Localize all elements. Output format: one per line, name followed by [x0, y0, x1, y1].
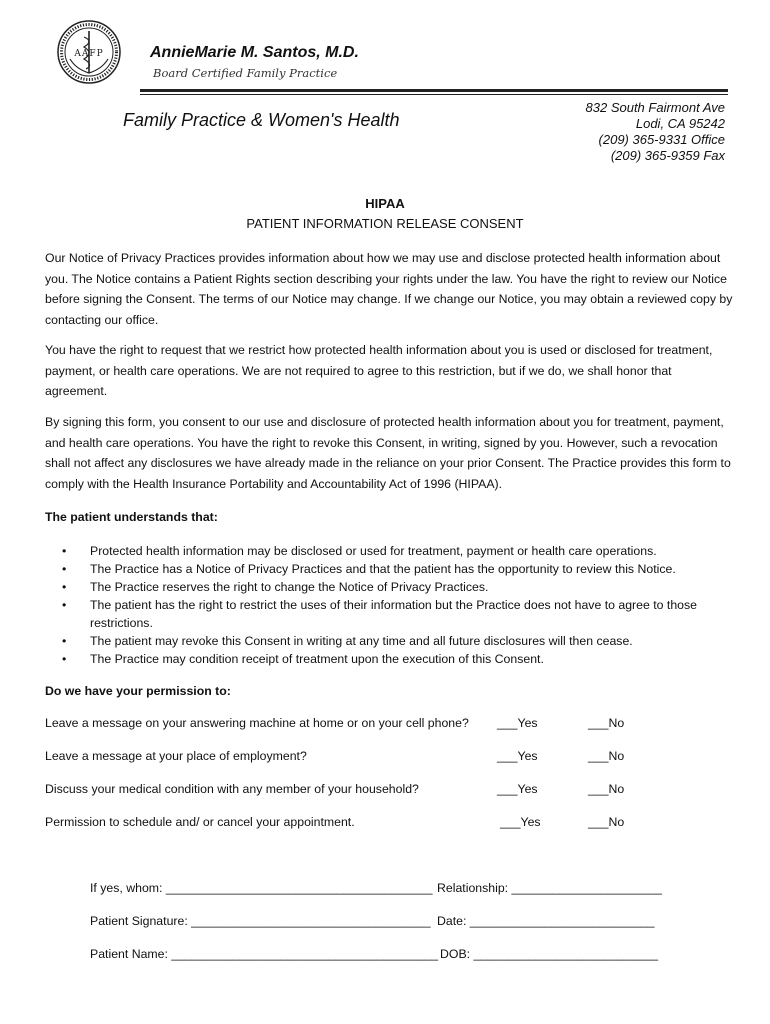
- understands-list: [62, 542, 722, 668]
- address-street: 832 South Fairmont Ave: [585, 100, 725, 115]
- patient-name-field[interactable]: Patient Name: _______________________________________: [90, 947, 439, 961]
- list-item: • The patient may revoke this Consent in writing at any time and all future disclosures will then cease.: [62, 632, 722, 650]
- paragraph-restriction: You have the right to request that we restrict how protected health information about you is used or disclosed for treatment, payment, or health care operations. We are not required to agree to this restriction, but if we do, we shall honor that agreement.: [45, 343, 713, 398]
- date-field[interactable]: Date: ___________________________: [437, 914, 655, 928]
- question-employment: Leave a message at your place of employment?: [45, 749, 307, 763]
- practice-name: Family Practice & Women's Health: [123, 110, 400, 130]
- if-yes-whom-field[interactable]: If yes, whom: _______________________________________: [90, 881, 433, 895]
- document-title: HIPAA: [365, 196, 405, 211]
- permission-heading: Do we have your permission to:: [45, 684, 231, 698]
- list-item: • The Practice may condition receipt of treatment upon the execution of this Consent.: [62, 650, 722, 668]
- doctor-name: AnnieMarie M. Santos, M.D.: [150, 44, 359, 61]
- list-item: • Protected health information may be disclosed or used for treatment, payment or health care operations.: [62, 542, 722, 560]
- no-blank[interactable]: ___No: [588, 782, 625, 796]
- header-rule-thin: [140, 94, 728, 95]
- list-item: • The Practice reserves the right to change the Notice of Privacy Practices.: [62, 578, 722, 596]
- yes-blank[interactable]: ___Yes: [497, 782, 538, 796]
- paragraph-consent: By signing this form, you consent to our use and disclosure of protected health information about you for treatment, payment, and health care operations. You have the right to revoke this Consent, in writing, signed by you. However, such a revocation shall not affect any disclosures we have already made in the reliance on your prior Consent. The Practice provides this form to comply with the Health Insurance Portability and Accountability Act of 1996 (HIPAA).: [45, 415, 731, 491]
- patient-signature-field[interactable]: Patient Signature: ___________________________________: [90, 914, 431, 928]
- yes-blank[interactable]: ___Yes: [497, 716, 538, 730]
- no-blank[interactable]: ___No: [588, 716, 625, 730]
- document-subtitle: PATIENT INFORMATION RELEASE CONSENT: [246, 216, 524, 231]
- yes-blank[interactable]: ___Yes: [497, 749, 538, 763]
- address-block: [586, 100, 725, 164]
- understands-heading: The patient understands that:: [45, 510, 218, 524]
- list-item: • The patient has the right to restrict the uses of their information but the Practice does not have to agree to those restrictions.: [62, 596, 722, 632]
- aafp-seal-logo: [56, 19, 122, 85]
- dob-field[interactable]: DOB: ___________________________: [440, 947, 659, 961]
- question-household: Discuss your medical condition with any member of your household?: [45, 782, 419, 796]
- yes-blank[interactable]: ___Yes: [500, 815, 541, 829]
- header-rule: [140, 89, 728, 92]
- question-appointment: Permission to schedule and/ or cancel your appointment.: [45, 815, 355, 829]
- seal-lettering: AAFP: [74, 49, 104, 59]
- no-blank[interactable]: ___No: [588, 749, 625, 763]
- question-answering-machine: Leave a message on your answering machine at home or on your cell phone?: [45, 716, 469, 730]
- relationship-field[interactable]: Relationship: ______________________: [437, 881, 662, 895]
- no-blank[interactable]: ___No: [588, 815, 625, 829]
- paragraph-notice: Our Notice of Privacy Practices provides information about how we may use and disclose protected health information about you. The Notice contains a Patient Rights section describing your rights under the law. You have the right to review our Notice before signing the Consent. The terms of our Notice may change. If we change our Notice, you may obtain a reviewed copy by contacting our office.: [45, 251, 733, 327]
- list-item: • The Practice has a Notice of Privacy Practices and that the patient has the opportunity to review this Notice.: [62, 560, 722, 578]
- certification: Board Certified Family Practice: [153, 66, 338, 80]
- fax-number: (209) 365-9359 Fax: [610, 148, 725, 163]
- address-city: Lodi, CA 95242: [635, 116, 725, 131]
- office-phone: (209) 365-9331 Office: [598, 132, 725, 147]
